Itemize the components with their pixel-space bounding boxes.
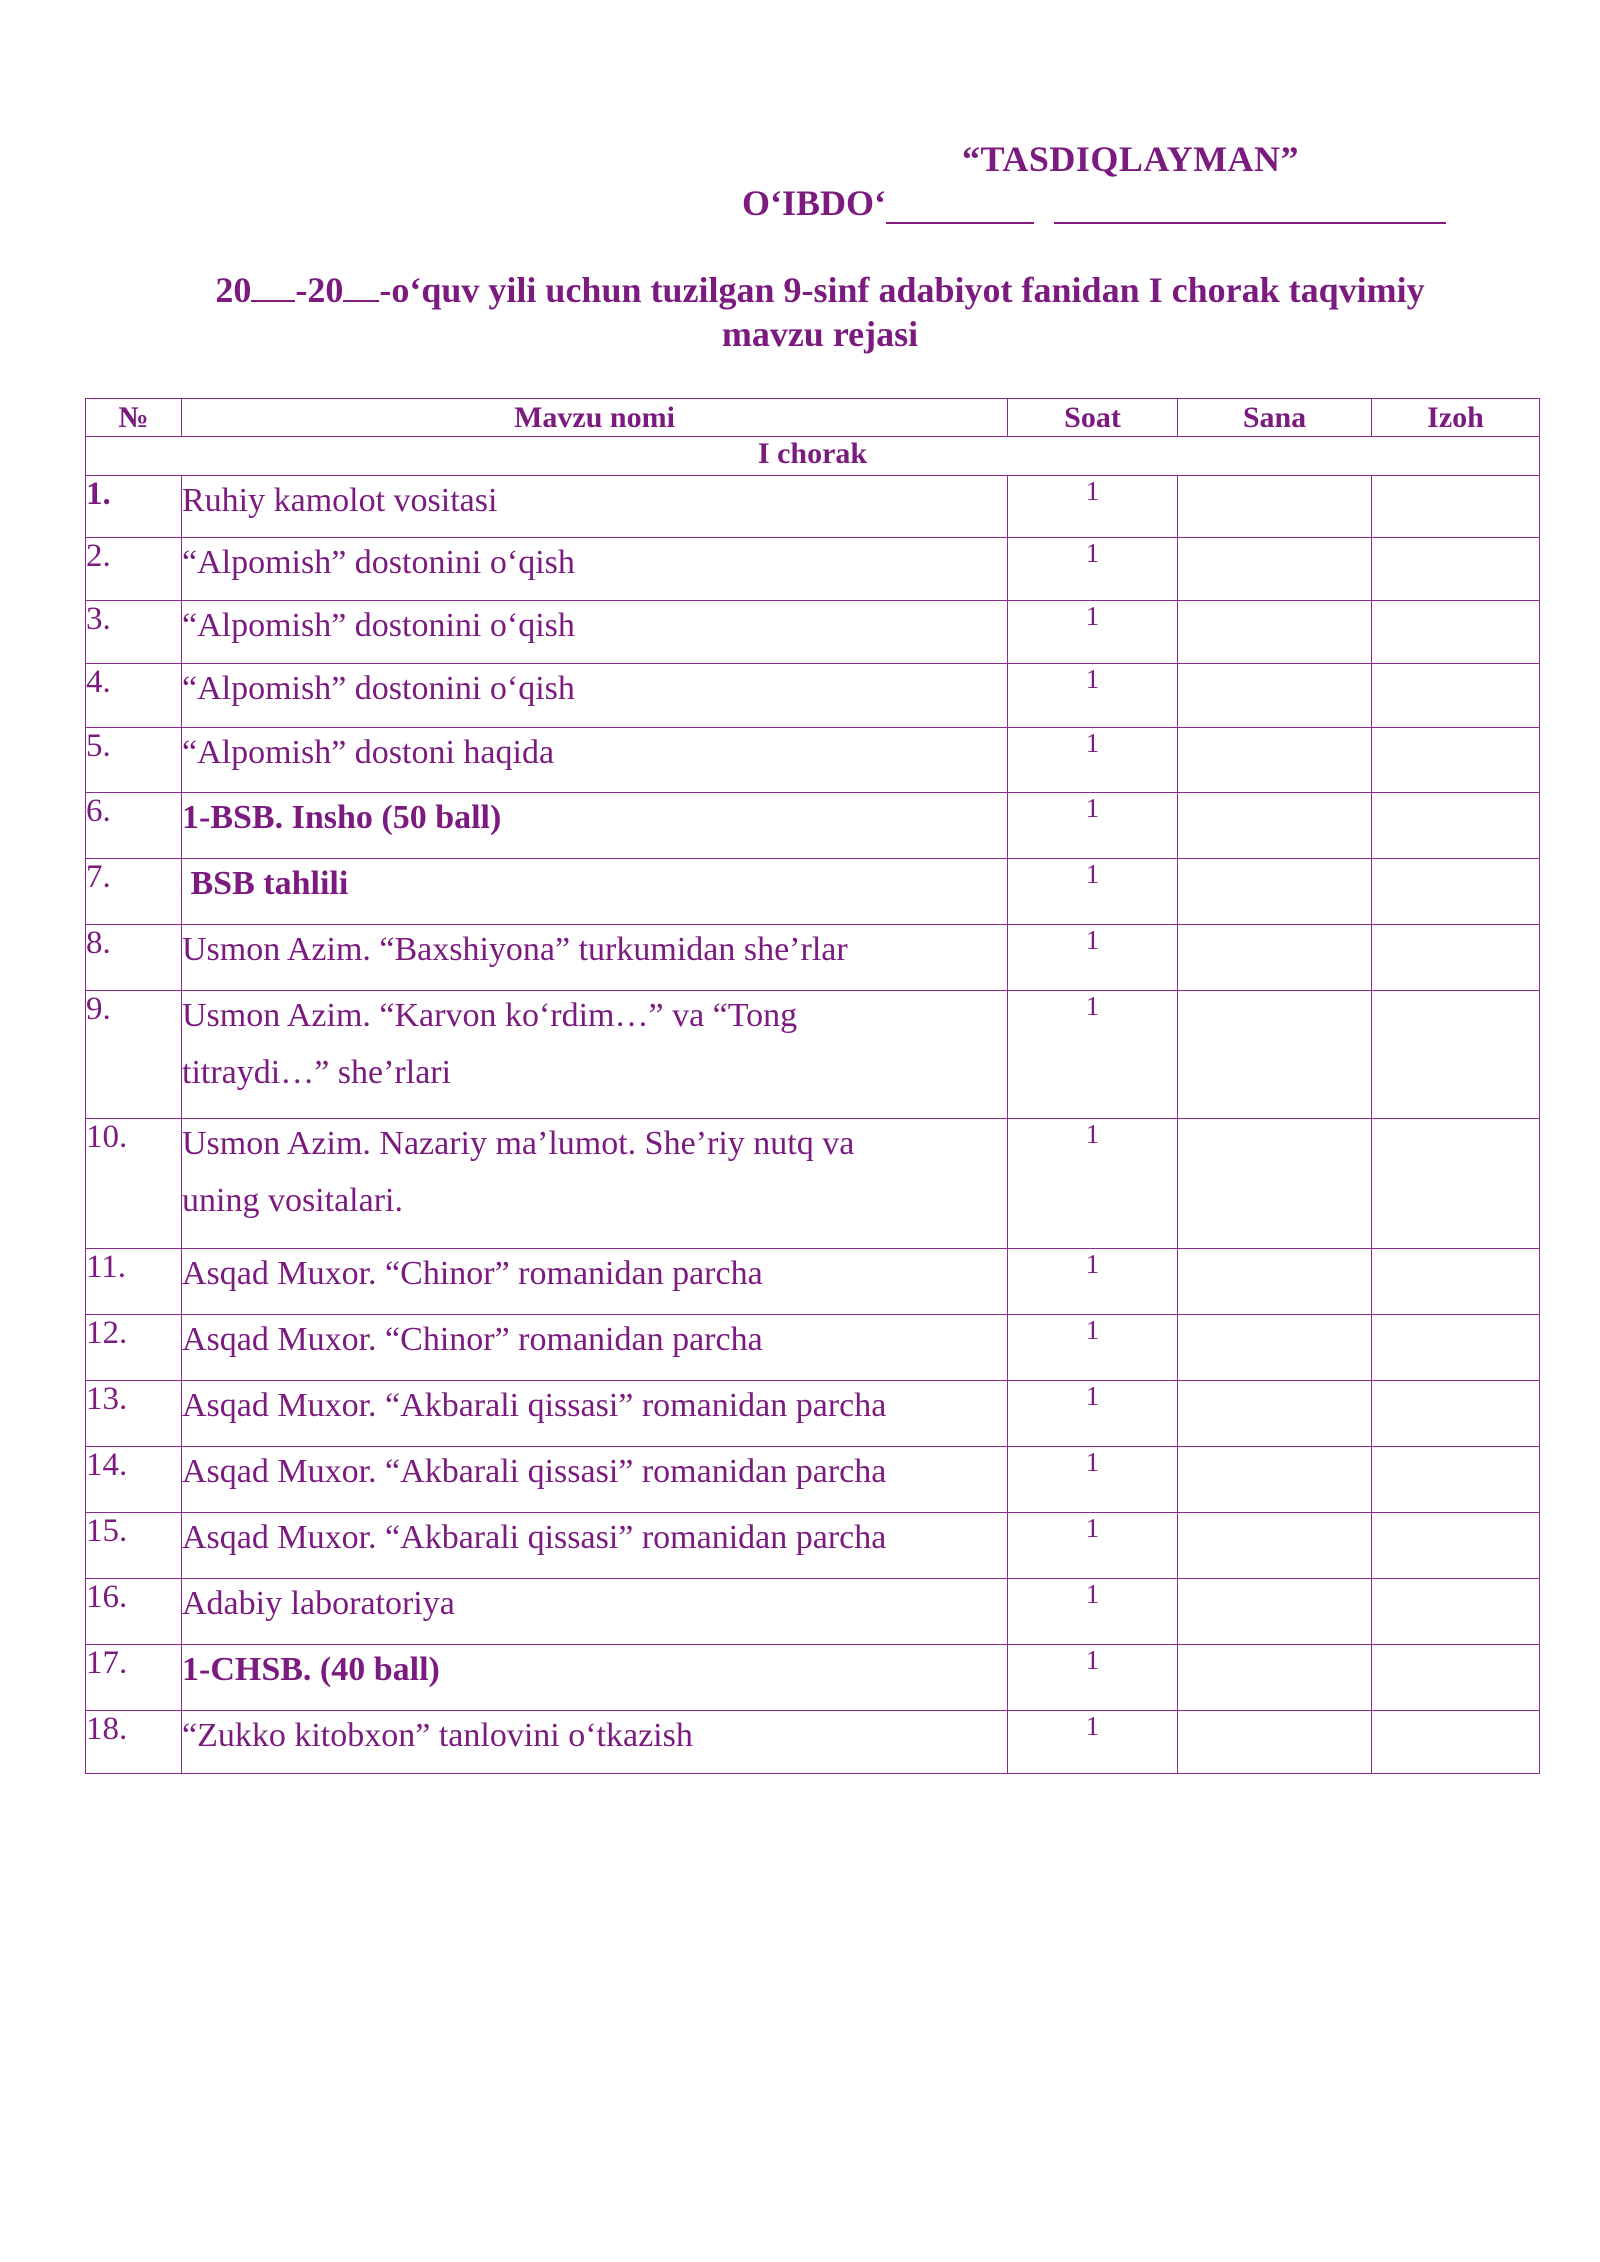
row-hours: 1 xyxy=(1008,991,1178,1119)
table-row xyxy=(86,925,1540,991)
row-topic xyxy=(182,991,1008,1119)
title-line-1 xyxy=(140,268,1500,312)
row-date xyxy=(1178,859,1372,925)
title-text: -o‘quv yili uchun tuzilgan 9-sinf adabiyot fanidan I chorak taqvimiy xyxy=(379,270,1425,310)
row-topic xyxy=(182,1119,1008,1249)
row-topic: 1-CHSB. (40 ball) xyxy=(182,1645,1008,1711)
row-topic: Adabiy laboratoriya xyxy=(182,1579,1008,1645)
column-header-hours: Soat xyxy=(1008,399,1178,437)
row-notes xyxy=(1372,1579,1540,1645)
row-notes xyxy=(1372,1711,1540,1774)
column-header-date: Sana xyxy=(1178,399,1372,437)
row-notes xyxy=(1372,991,1540,1119)
row-notes xyxy=(1372,1381,1540,1447)
row-topic-line-2: uning vositalari. xyxy=(182,1182,403,1219)
table-row xyxy=(86,1579,1540,1645)
row-number: 3. xyxy=(86,601,182,664)
row-hours: 1 xyxy=(1008,538,1178,601)
row-number: 12. xyxy=(86,1315,182,1381)
row-number: 6. xyxy=(86,793,182,859)
row-notes xyxy=(1372,1315,1540,1381)
org-blank xyxy=(886,186,1034,224)
row-date xyxy=(1178,1711,1372,1774)
row-topic: “Alpomish” dostonini o‘qish xyxy=(182,538,1008,601)
row-notes xyxy=(1372,538,1540,601)
row-hours: 1 xyxy=(1008,793,1178,859)
table-header-row xyxy=(86,399,1540,437)
row-date xyxy=(1178,1315,1372,1381)
row-date xyxy=(1178,925,1372,991)
year-blank-2 xyxy=(343,270,379,302)
row-hours: 1 xyxy=(1008,1645,1178,1711)
row-notes xyxy=(1372,1513,1540,1579)
row-notes xyxy=(1372,793,1540,859)
row-date xyxy=(1178,728,1372,793)
row-notes xyxy=(1372,601,1540,664)
row-hours: 1 xyxy=(1008,1447,1178,1513)
row-hours: 1 xyxy=(1008,1711,1178,1774)
row-number: 17. xyxy=(86,1645,182,1711)
row-number: 7. xyxy=(86,859,182,925)
org-label: O‘IBDO‘ xyxy=(742,183,886,223)
row-topic: “Zukko kitobxon” tanlovini o‘tkazish xyxy=(182,1711,1008,1774)
table-row xyxy=(86,664,1540,728)
row-hours: 1 xyxy=(1008,1513,1178,1579)
row-topic: BSB tahlili xyxy=(182,859,1008,925)
row-hours: 1 xyxy=(1008,664,1178,728)
column-header-notes: Izoh xyxy=(1372,399,1540,437)
table-row xyxy=(86,728,1540,793)
table-row xyxy=(86,1711,1540,1774)
row-topic: Ruhiy kamolot vositasi xyxy=(182,476,1008,538)
table-row xyxy=(86,1513,1540,1579)
row-topic-line-2: titraydi…” she’rlari xyxy=(182,1054,452,1091)
row-topic: “Alpomish” dostonini o‘qish xyxy=(182,601,1008,664)
table-row xyxy=(86,1645,1540,1711)
title-year-mid: -20 xyxy=(295,270,344,310)
row-topic: Asqad Muxor. “Chinor” romanidan parcha xyxy=(182,1249,1008,1315)
row-date xyxy=(1178,1645,1372,1711)
table-row xyxy=(86,601,1540,664)
row-topic: Asqad Muxor. “Chinor” romanidan parcha xyxy=(182,1315,1008,1381)
row-number: 15. xyxy=(86,1513,182,1579)
row-number: 8. xyxy=(86,925,182,991)
row-date xyxy=(1178,1119,1372,1249)
column-header-number: № xyxy=(86,399,182,437)
row-date xyxy=(1178,991,1372,1119)
approval-heading: “TASDIQLAYMAN” xyxy=(962,139,1300,179)
row-topic: “Alpomish” dostonini o‘qish xyxy=(182,664,1008,728)
row-date xyxy=(1178,601,1372,664)
row-topic: 1-BSB. Insho (50 ball) xyxy=(182,793,1008,859)
title-year-start: 20 xyxy=(215,270,252,310)
row-date xyxy=(1178,793,1372,859)
row-hours: 1 xyxy=(1008,728,1178,793)
row-notes xyxy=(1372,1249,1540,1315)
row-number: 4. xyxy=(86,664,182,728)
quarter-row xyxy=(86,437,1540,476)
row-date xyxy=(1178,664,1372,728)
row-notes xyxy=(1372,664,1540,728)
row-number: 14. xyxy=(86,1447,182,1513)
row-notes xyxy=(1372,1119,1540,1249)
lesson-plan-table xyxy=(85,398,1540,1774)
row-hours: 1 xyxy=(1008,1315,1178,1381)
table-row xyxy=(86,793,1540,859)
row-notes xyxy=(1372,728,1540,793)
table-row xyxy=(86,1315,1540,1381)
column-header-topic: Mavzu nomi xyxy=(182,399,1008,437)
row-number: 11. xyxy=(86,1249,182,1315)
signature-blank xyxy=(1054,186,1446,224)
table-row xyxy=(86,991,1540,1119)
row-date xyxy=(1178,1249,1372,1315)
row-hours: 1 xyxy=(1008,1579,1178,1645)
row-number: 16. xyxy=(86,1579,182,1645)
row-topic-line-1: Usmon Azim. Nazariy ma’lumot. She’riy nutq va xyxy=(182,1125,855,1162)
approval-signature-line xyxy=(742,182,1446,224)
table-row xyxy=(86,1249,1540,1315)
row-date xyxy=(1178,476,1372,538)
quarter-label: I chorak xyxy=(86,437,1540,476)
row-hours: 1 xyxy=(1008,601,1178,664)
year-blank-1 xyxy=(251,270,295,302)
row-number: 10. xyxy=(86,1119,182,1249)
table-row xyxy=(86,1381,1540,1447)
row-topic: Asqad Muxor. “Akbarali qissasi” romanidan parcha xyxy=(182,1381,1008,1447)
row-number: 1. xyxy=(86,476,182,538)
row-hours: 1 xyxy=(1008,859,1178,925)
table-row xyxy=(86,859,1540,925)
table-row xyxy=(86,476,1540,538)
table-row xyxy=(86,1447,1540,1513)
row-hours: 1 xyxy=(1008,1381,1178,1447)
row-topic-line-1: Usmon Azim. “Karvon ko‘rdim…” va “Tong xyxy=(182,997,798,1034)
row-date xyxy=(1178,538,1372,601)
row-number: 2. xyxy=(86,538,182,601)
row-notes xyxy=(1372,925,1540,991)
row-topic: Usmon Azim. “Baxshiyona” turkumidan she’rlar xyxy=(182,925,1008,991)
row-notes xyxy=(1372,1447,1540,1513)
row-number: 5. xyxy=(86,728,182,793)
row-topic: “Alpomish” dostoni haqida xyxy=(182,728,1008,793)
row-hours: 1 xyxy=(1008,1119,1178,1249)
row-topic: Asqad Muxor. “Akbarali qissasi” romanidan parcha xyxy=(182,1447,1008,1513)
row-number: 9. xyxy=(86,991,182,1119)
row-date xyxy=(1178,1447,1372,1513)
document-title xyxy=(140,268,1500,356)
row-hours: 1 xyxy=(1008,476,1178,538)
row-hours: 1 xyxy=(1008,1249,1178,1315)
title-line-2: mavzu rejasi xyxy=(721,314,919,354)
row-notes xyxy=(1372,1645,1540,1711)
row-hours: 1 xyxy=(1008,925,1178,991)
row-number: 18. xyxy=(86,1711,182,1774)
row-date xyxy=(1178,1381,1372,1447)
row-topic: Asqad Muxor. “Akbarali qissasi” romanidan parcha xyxy=(182,1513,1008,1579)
table-row xyxy=(86,1119,1540,1249)
row-notes xyxy=(1372,859,1540,925)
row-date xyxy=(1178,1513,1372,1579)
row-number: 13. xyxy=(86,1381,182,1447)
table-row xyxy=(86,538,1540,601)
row-date xyxy=(1178,1579,1372,1645)
row-notes xyxy=(1372,476,1540,538)
